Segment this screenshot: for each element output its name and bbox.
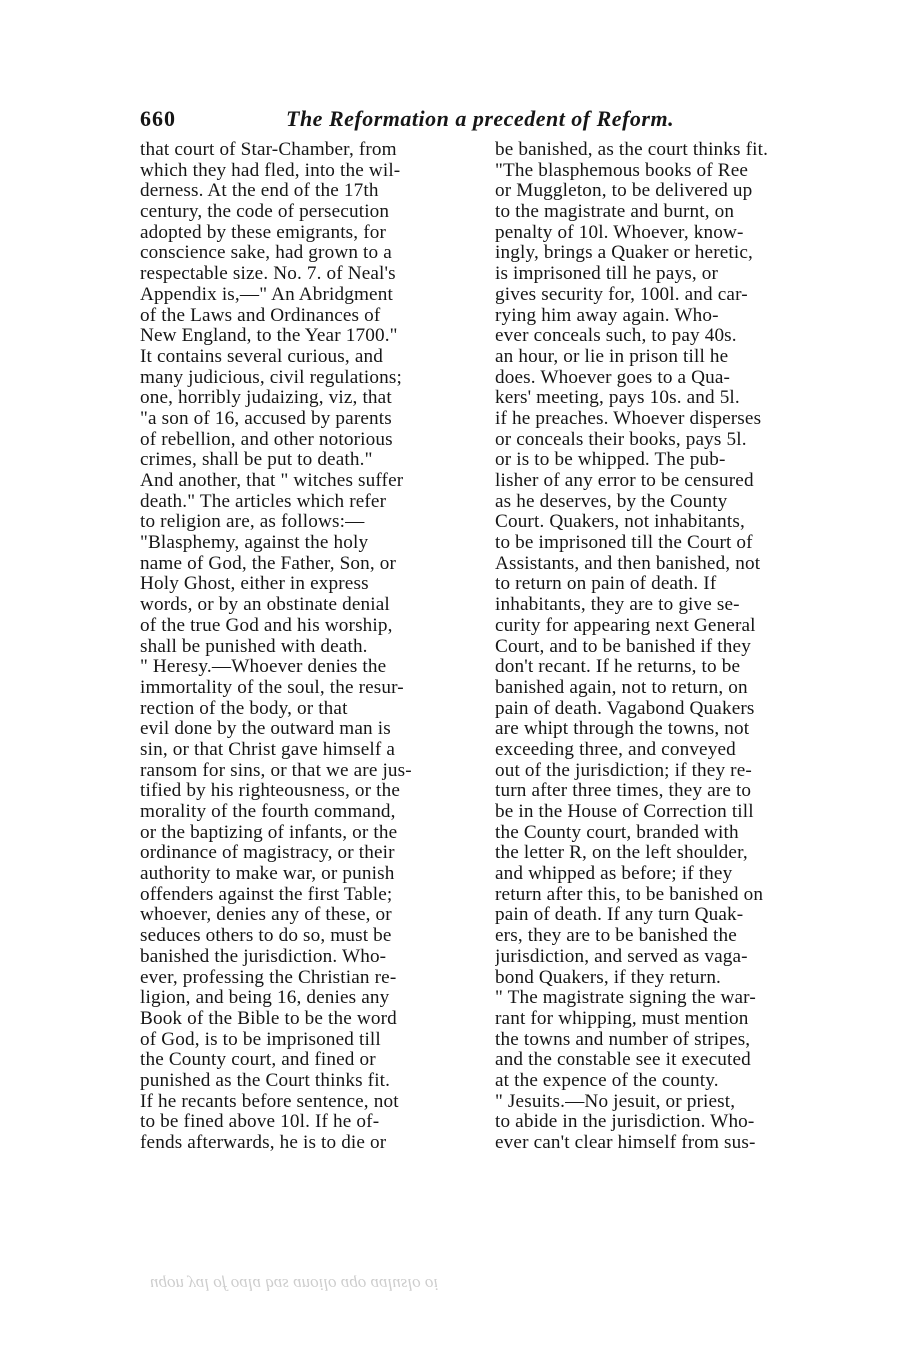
- left-column-line: respectable size. No. 7. of Neal's: [140, 264, 396, 285]
- right-column-line: rying him away again. Who-: [495, 305, 719, 326]
- right-column-line: rant for whipping, must mention: [495, 1008, 749, 1029]
- right-column-line: jurisdiction, and served as vaga-: [495, 946, 748, 967]
- right-column-line: ever can't clear himself from sus-: [495, 1133, 756, 1153]
- right-column-line: pain of death. If any turn Quak-: [495, 905, 744, 926]
- right-text-column: [495, 140, 820, 1154]
- left-column-line: which they had fled, into the wil-: [140, 160, 401, 181]
- right-column-line: Assistants, and then banished, not: [495, 553, 761, 574]
- right-column-line: or conceals their books, pays 5l.: [495, 429, 747, 450]
- left-column-line: sin, or that Christ gave himself a: [140, 739, 396, 760]
- right-column-line: ever conceals such, to pay 40s.: [495, 326, 737, 347]
- left-column-line: shall be punished with death.: [140, 636, 368, 657]
- right-column-line: as he deserves, by the County: [495, 491, 728, 512]
- left-column-line: whoever, denies any of these, or: [140, 905, 392, 926]
- left-column-line: century, the code of persecution: [140, 202, 390, 223]
- right-column-line: "The blasphemous books of Ree: [495, 160, 749, 181]
- right-column-line: ers, they are to be banished the: [495, 926, 737, 947]
- right-column-line: pain of death. Vagabond Quakers: [495, 698, 755, 719]
- right-column-line: does. Whoever goes to a Qua-: [495, 367, 731, 388]
- right-column-line: be banished, as the court thinks fit.: [495, 140, 769, 160]
- left-column-line: banished the jurisdiction. Who-: [140, 946, 387, 967]
- left-column-line: punished as the Court thinks fit.: [140, 1070, 391, 1091]
- left-column-line: immortality of the soul, the resur-: [140, 677, 404, 698]
- left-column-line: And another, that " witches suffer: [140, 471, 404, 491]
- right-column-line: kers' meeting, pays 10s. and 5l.: [495, 388, 740, 409]
- left-column-line: or the baptizing of infants, or the: [140, 822, 398, 843]
- right-column-line: are whipt through the towns, not: [495, 719, 750, 740]
- left-column-line: of God, is to be imprisoned till: [140, 1029, 381, 1050]
- right-column-line: if he preaches. Whoever disperses: [495, 408, 762, 429]
- left-column-line: name of God, the Father, Son, or: [140, 553, 397, 574]
- left-column-line: to religion are, as follows:—: [140, 512, 365, 533]
- right-column-line: inhabitants, they are to give se-: [495, 595, 740, 616]
- left-column-line: one, horribly judaizing, viz, that: [140, 388, 392, 409]
- left-column-line: the County court, and fined or: [140, 1050, 376, 1071]
- left-column-line: crimes, shall be put to death.": [140, 450, 373, 471]
- right-column-line: the towns and number of stripes,: [495, 1029, 751, 1050]
- left-column-line: many judicious, civil regulations;: [140, 367, 402, 388]
- left-column-line: Appendix is,—" An Abridgment: [140, 284, 393, 305]
- left-column-line: offenders against the first Table;: [140, 884, 393, 905]
- right-column-line: curity for appearing next General: [495, 615, 756, 636]
- left-column-line: New England, to the Year 1700.": [140, 326, 398, 347]
- right-column-line: bond Quakers, if they return.: [495, 967, 722, 988]
- left-column-line: "Blasphemy, against the holy: [140, 533, 369, 554]
- left-column-line: Book of the Bible to be the word: [140, 1008, 397, 1029]
- right-column-line: at the expence of the county.: [495, 1070, 719, 1091]
- right-column-line: to abide in the jurisdiction. Who-: [495, 1112, 755, 1133]
- left-column-line: seduces others to do so, must be: [140, 926, 392, 947]
- left-column-line: to be fined above 10l. If he of-: [140, 1112, 380, 1133]
- right-column-line: the letter R, on the left shoulder,: [495, 843, 748, 864]
- right-column-line: penalty of 10l. Whoever, know-: [495, 222, 744, 243]
- left-column-line: ever, professing the Christian re-: [140, 967, 397, 988]
- right-column-line: turn after three times, they are to: [495, 781, 752, 802]
- right-column-line: to be imprisoned till the Court of: [495, 533, 753, 554]
- left-column-line: that court of Star-Chamber, from: [140, 140, 397, 160]
- right-column-line: " Jesuits.—No jesuit, or priest,: [495, 1091, 736, 1112]
- right-column-line: is imprisoned till he pays, or: [495, 264, 719, 285]
- right-column-line: gives security for, 100l. and car-: [495, 284, 748, 305]
- right-column-line: out of the jurisdiction; if they re-: [495, 760, 752, 781]
- left-column-line: If he recants before sentence, not: [140, 1091, 399, 1112]
- right-column-line: an hour, or lie in prison till he: [495, 346, 729, 367]
- right-column-line: " The magistrate signing the war-: [495, 988, 756, 1009]
- page-number: 660: [140, 106, 176, 131]
- left-column-line: of the true God and his worship,: [140, 615, 393, 636]
- left-column-line: ransom for sins, or that we are jus-: [140, 760, 412, 781]
- right-column-line: to return on pain of death. If: [495, 574, 717, 595]
- left-text-column: [140, 140, 486, 1154]
- left-column-line: adopted by these emigrants, for: [140, 222, 387, 243]
- right-column-line: don't recant. If he returns, to be: [495, 657, 741, 678]
- right-column-line: or is to be whipped. The pub-: [495, 450, 726, 471]
- page-header: [140, 106, 820, 140]
- right-column-line: the County court, branded with: [495, 822, 739, 843]
- right-column-line: Court. Quakers, not inhabitants,: [495, 512, 745, 533]
- right-column-line: Court, and to be banished if they: [495, 636, 751, 657]
- left-column-line: ligion, and being 16, denies any: [140, 988, 390, 1009]
- left-column-line: words, or by an obstinate denial: [140, 595, 390, 616]
- right-column-line: banished again, not to return, on: [495, 677, 748, 698]
- left-column-line: "a son of 16, accused by parents: [140, 408, 392, 429]
- left-column-line: rection of the body, or that: [140, 698, 348, 719]
- bleed-through-text: uqon yal of oala bas anoilo aqo aaluslo oi: [150, 1275, 439, 1294]
- left-column-line: authority to make war, or punish: [140, 864, 395, 885]
- left-column-line: of the Laws and Ordinances of: [140, 305, 381, 326]
- right-column-line: and the constable see it executed: [495, 1050, 751, 1071]
- left-column-line: of rebellion, and other notorious: [140, 429, 393, 450]
- left-column-line: derness. At the end of the 17th: [140, 181, 379, 202]
- running-title: The Reformation a precedent of Reform.: [286, 106, 675, 131]
- right-column-line: and whipped as before; if they: [495, 864, 733, 885]
- right-column-line: to the magistrate and burnt, on: [495, 202, 735, 223]
- left-column-line: morality of the fourth command,: [140, 802, 396, 822]
- left-column-line: conscience sake, had grown to a: [140, 243, 392, 264]
- left-column-line: ordinance of magistracy, or their: [140, 843, 395, 864]
- right-column-line: be in the House of Correction till: [495, 802, 754, 822]
- left-column-line: death." The articles which refer: [140, 491, 387, 512]
- right-column-line: exceeding three, and conveyed: [495, 739, 736, 760]
- left-column-line: Holy Ghost, either in express: [140, 574, 369, 595]
- right-column-line: lisher of any error to be censured: [495, 471, 754, 491]
- left-column-line: tified by his righteousness, or the: [140, 781, 400, 802]
- left-column-line: It contains several curious, and: [140, 346, 383, 367]
- right-column-line: ingly, brings a Quaker or heretic,: [495, 243, 754, 264]
- left-column-line: evil done by the outward man is: [140, 719, 391, 740]
- right-column-line: return after this, to be banished on: [495, 884, 764, 905]
- left-column-line: " Heresy.—Whoever denies the: [140, 657, 387, 678]
- right-column-line: or Muggleton, to be delivered up: [495, 181, 753, 202]
- left-column-line: fends afterwards, he is to die or: [140, 1133, 387, 1153]
